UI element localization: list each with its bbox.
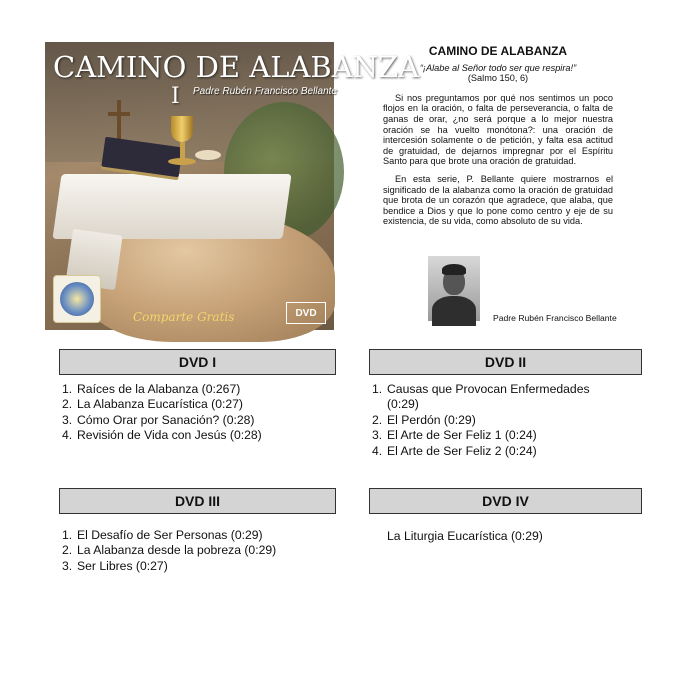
list-item: 4. Revisión de Vida con Jesús (0:28)	[62, 428, 262, 443]
paten-icon	[195, 150, 221, 160]
author-photo	[428, 256, 480, 321]
list-item: 2. La Alabanza Eucarística (0:27)	[62, 397, 243, 412]
description-paragraph-2: En esta serie, P. Bellante quiere mostrarnos el significado de la alabanza como la oración de gratuidad que brota de un corazón que agradece, que alaba, que bendice a Dios y que lo pone como centro y eje de su existencia, de su vida, como absoluto de su vida.	[383, 173, 613, 227]
chalice-icon	[171, 116, 193, 142]
album-cover	[45, 42, 420, 330]
description-paragraph-1: Si nos preguntamos por qué nos sentimos un poco flojos en la oración, o falta de perseverancia, o falta de ganas de orar, ¿no será porque a lo mejor nuestra oración se ha vuelto monótona?: una oración de intercesión solamente o de petición, y falta esa actitud de gratuidad, de dejarnos impregnar por el Espíritu Santo para que brote una oración de gratuidad.	[383, 92, 613, 167]
description-heading: CAMINO DE ALABANZA	[428, 44, 568, 58]
dvd-1-list	[62, 382, 337, 444]
cover-title: CAMINO DE ALABANZA	[53, 50, 420, 84]
list-item: 3. El Arte de Ser Feliz 1 (0:24)	[372, 428, 537, 443]
description-quote-ref: (Salmo 150, 6)	[467, 73, 529, 84]
description-block	[383, 46, 613, 234]
list-item: 2. La Alabanza desde la pobreza (0:29)	[62, 543, 277, 558]
list-item: 1. Causas que Provocan Enfermedades (0:29)	[372, 382, 590, 412]
description-quote: “¡Alabe al Señor todo ser que respira!”	[419, 62, 577, 73]
cover-volume: I	[171, 84, 180, 109]
author-photo-caption: Padre Rubén Francisco Bellante	[493, 313, 617, 323]
altar-cloth	[52, 174, 291, 239]
cover-author: Padre Rubén Francisco Bellante	[193, 86, 337, 97]
dvd-4-header: DVD IV	[369, 488, 642, 514]
dvd-2-list	[372, 382, 642, 459]
list-item: 3. Ser Libres (0:27)	[62, 558, 168, 573]
ministry-logo-icon	[53, 275, 101, 323]
cross-icon-bar	[108, 112, 130, 116]
list-item: 1. El Desafío de Ser Personas (0:29)	[62, 528, 263, 542]
dvd-3-list	[62, 528, 337, 574]
chalice-base	[168, 158, 196, 165]
list-item: 3. Cómo Orar por Sanación? (0:28)	[62, 412, 255, 427]
dvd-3-header: DVD III	[59, 488, 336, 514]
list-item: 2. El Perdón (0:29)	[372, 412, 476, 427]
cover-share-text: Comparte Gratis	[133, 310, 235, 324]
dvd-1-header: DVD I	[59, 349, 336, 375]
dvd-2-header: DVD II	[369, 349, 642, 375]
dvd-logo-icon: DVD	[286, 302, 326, 324]
list-item: 4. El Arte de Ser Feliz 2 (0:24)	[372, 443, 537, 458]
list-item: 1. Raíces de la Alabanza (0:267)	[62, 382, 241, 396]
dvd-4-item: La Liturgia Eucarística (0:29)	[387, 529, 543, 543]
